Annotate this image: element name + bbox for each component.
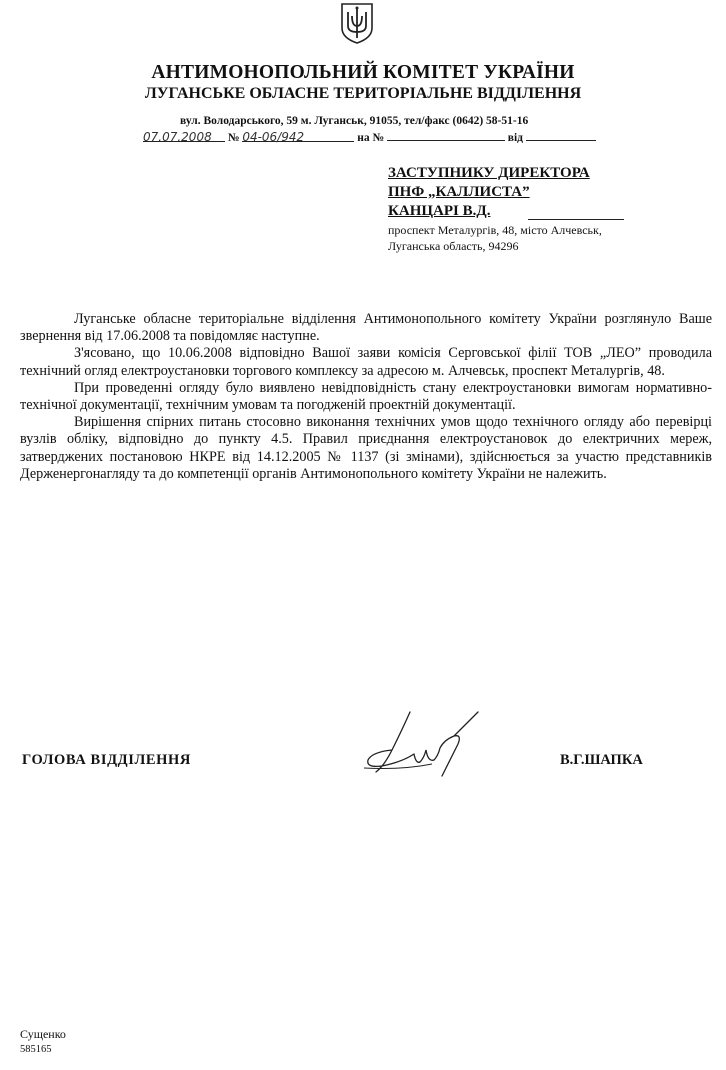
org-address: вул. Володарського, 59 м. Луганськ, 91055, тел/факс (0642) 58-51-16	[180, 115, 529, 127]
ref-date: 07.07.2008	[143, 130, 212, 144]
recipient-name: КАНЦАРІ В.Д.	[388, 203, 491, 219]
paragraph-2: З'ясовано, що 10.06.2008 відповідно Вашої заяви комісія Серговської філії ТОВ „ЛЕО” проводила технічний огляд електроустановки торгового комплексу за адресою м. Алчевськ, проспект Металургів, 48.	[20, 345, 712, 379]
handwritten-signature	[362, 710, 482, 780]
signatory-name: В.Г.ШАПКА	[560, 752, 643, 768]
recipient-address-line1: проспект Металургів, 48, місто Алчевськ,	[388, 223, 602, 237]
recipient-title: ЗАСТУПНИКУ ДИРЕКТОРА	[388, 165, 590, 181]
ref-no-label: №	[227, 132, 240, 144]
on-no-label: на №	[357, 132, 384, 144]
from-label: від	[507, 132, 523, 144]
recipient-address-line2: Луганська область, 94296	[388, 239, 519, 253]
department-name: ЛУГАНСЬКЕ ОБЛАСНЕ ТЕРИТОРІАЛЬНЕ ВІДДІЛЕННЯ	[144, 85, 582, 102]
org-name: АНТИМОНОПОЛЬНИЙ КОМІТЕТ УКРАЇНИ	[151, 62, 575, 83]
paragraph-1: Луганське обласне територіальне відділення Антимонопольного комітету України розглянуло Ваше звернення від 17.06.2008 та повідомляє наступне.	[20, 311, 712, 345]
letter-body	[20, 311, 712, 483]
executor-phone: 585165	[20, 1044, 52, 1055]
recipient-company: ПНФ „КАЛЛИСТА”	[388, 184, 530, 200]
recipient-underline	[528, 219, 624, 220]
signatory-position: ГОЛОВА ВІДДІЛЕННЯ	[22, 752, 191, 768]
executor-name: Сущенко	[20, 1027, 66, 1041]
paragraph-4: Вирішення спірних питань стосовно виконання технічних умов щодо технічного огляду або перевірці вузлів обліку, відповідно до пункту 4.5. Правил приєднання електроустановок до електричних мереж, затверджених постановою НКРЕ від 14.12.2005 № 1137 (зі змінами), здійснюється за участю представників Держенергонагляду та до компетенції органів Антимонопольного комітету України не належить.	[20, 414, 712, 482]
reference-line	[143, 129, 596, 144]
paragraph-3: При проведенні огляду було виявлено невідповідність стану електроустановки вимогам нормативно-технічної документації, технічним умовам та погодженій проектній документації.	[20, 379, 712, 414]
coat-of-arms-icon	[340, 2, 374, 44]
ref-number: 04-06/942	[242, 130, 305, 144]
